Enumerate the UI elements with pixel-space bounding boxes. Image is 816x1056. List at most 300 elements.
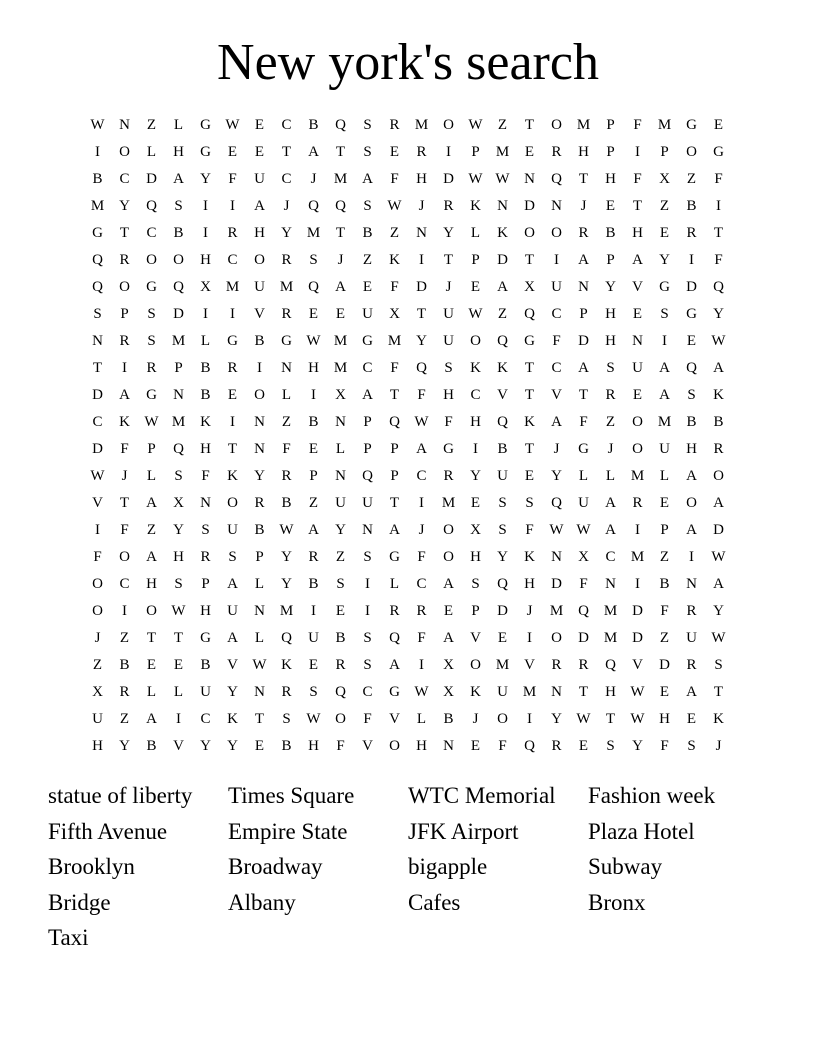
grid-letter: B <box>362 225 373 241</box>
grid-letter: T <box>389 387 400 403</box>
grid-letter: G <box>524 333 535 349</box>
grid-letter: E <box>173 657 184 673</box>
grid-letter: C <box>200 711 211 727</box>
grid-letter: Q <box>335 117 346 133</box>
grid-letter: J <box>580 198 587 214</box>
grid-letter: R <box>443 468 454 484</box>
grid-letter: Y <box>659 252 670 268</box>
grid-letter: O <box>470 333 481 349</box>
grid-letter: A <box>362 171 373 187</box>
grid-letter: R <box>281 252 292 268</box>
grid-letter: N <box>92 333 103 349</box>
grid-letter: M <box>441 495 456 511</box>
grid-letter: B <box>308 414 319 430</box>
grid-letter: G <box>389 684 400 700</box>
grid-letter: E <box>335 603 346 619</box>
grid-letter: T <box>524 441 535 457</box>
grid-letter: Q <box>416 360 427 376</box>
grid-letter: S <box>363 630 372 646</box>
word-list-item: bigapple <box>408 854 488 879</box>
grid-letter: A <box>146 495 157 511</box>
grid-letter: O <box>173 252 184 268</box>
grid-letter: N <box>686 576 697 592</box>
grid-letter: Q <box>308 279 319 295</box>
grid-letter: A <box>659 387 670 403</box>
grid-letter: N <box>335 414 346 430</box>
grid-letter: H <box>416 738 427 754</box>
grid-letter: G <box>389 549 400 565</box>
grid-letter: A <box>713 495 724 511</box>
grid-letter: K <box>713 711 724 727</box>
grid-letter: B <box>497 441 508 457</box>
grid-letter: N <box>254 684 265 700</box>
grid-letter: F <box>120 522 129 538</box>
grid-letter: Z <box>497 306 508 322</box>
grid-letter: B <box>119 657 130 673</box>
grid-letter: X <box>659 171 670 187</box>
word-list-item: Subway <box>588 854 663 879</box>
grid-letter: G <box>200 630 211 646</box>
grid-letter: H <box>443 387 454 403</box>
grid-letter: Z <box>146 117 157 133</box>
grid-letter: Z <box>659 630 670 646</box>
grid-letter: A <box>443 630 454 646</box>
grid-letter: A <box>578 252 589 268</box>
grid-letter: I <box>257 360 262 376</box>
grid-letter: C <box>551 360 562 376</box>
grid-letter: S <box>525 495 534 511</box>
grid-letter: W <box>144 414 159 430</box>
grid-letter: D <box>578 630 589 646</box>
grid-letter: Q <box>362 468 373 484</box>
grid-letter: L <box>659 468 670 484</box>
word-list-item: Plaza Hotel <box>588 818 695 844</box>
grid-letter: C <box>119 576 130 592</box>
grid-letter: Q <box>335 198 346 214</box>
grid-letter: V <box>632 657 643 673</box>
word-list-item: Times Square <box>228 783 355 808</box>
grid-letter: X <box>389 306 400 322</box>
grid-letter: D <box>524 198 535 214</box>
grid-letter: N <box>524 171 535 187</box>
grid-letter: T <box>713 225 724 241</box>
grid-letter: X <box>443 657 454 673</box>
grid-letter: G <box>443 441 454 457</box>
grid-letter: F <box>336 738 345 754</box>
grid-letter: U <box>227 522 238 538</box>
grid-letter: G <box>92 225 103 241</box>
grid-letter: T <box>524 117 535 133</box>
grid-letter: X <box>578 549 589 565</box>
grid-letter: S <box>606 738 615 754</box>
grid-letter: O <box>227 495 238 511</box>
grid-letter: L <box>173 117 184 133</box>
grid-letter: J <box>553 441 560 457</box>
grid-letter: V <box>497 387 508 403</box>
grid-letter: H <box>308 360 319 376</box>
grid-letter: Y <box>632 738 643 754</box>
grid-letter: Y <box>416 333 427 349</box>
grid-letter: O <box>632 414 643 430</box>
grid-letter: G <box>362 333 373 349</box>
grid-letter: R <box>686 657 697 673</box>
grid-letter: O <box>443 549 454 565</box>
grid-letter: Z <box>686 171 697 187</box>
grid-letter: D <box>173 306 184 322</box>
grid-letter: L <box>254 576 265 592</box>
grid-letter: F <box>390 360 399 376</box>
grid-letter: S <box>687 387 696 403</box>
grid-letter: F <box>714 252 723 268</box>
grid-letter: V <box>470 630 481 646</box>
grid-letter: H <box>200 441 211 457</box>
grid-letter: I <box>122 603 127 619</box>
grid-letter: K <box>470 360 481 376</box>
word-list-item: WTC Memorial <box>408 783 556 808</box>
grid-letter: R <box>443 198 454 214</box>
grid-letter: Y <box>713 603 724 619</box>
grid-letter: S <box>363 144 372 160</box>
grid-letter: D <box>497 252 508 268</box>
grid-letter: T <box>524 360 535 376</box>
grid-letter: C <box>146 225 157 241</box>
grid-letter: Q <box>146 198 157 214</box>
grid-letter: T <box>416 306 427 322</box>
grid-letter: I <box>527 630 532 646</box>
grid-letter: N <box>632 333 643 349</box>
grid-letter: E <box>308 657 319 673</box>
grid-letter: I <box>176 711 181 727</box>
grid-letter: Y <box>605 279 616 295</box>
grid-letter: M <box>387 333 402 349</box>
grid-letter: M <box>414 117 429 133</box>
grid-letter: E <box>308 306 319 322</box>
grid-letter: J <box>445 279 452 295</box>
grid-letter: Y <box>335 522 346 538</box>
grid-letter: Z <box>659 549 670 565</box>
grid-letter: E <box>470 279 481 295</box>
grid-letter: C <box>362 684 373 700</box>
grid-letter: B <box>281 495 292 511</box>
grid-letter: M <box>90 198 105 214</box>
grid-letter: T <box>443 252 454 268</box>
word-list-item: Bronx <box>588 889 646 915</box>
grid-letter: F <box>228 171 237 187</box>
grid-letter: X <box>470 522 481 538</box>
grid-letter: A <box>146 549 157 565</box>
grid-letter: F <box>525 522 534 538</box>
grid-letter: P <box>363 441 372 457</box>
grid-letter: Z <box>335 549 346 565</box>
grid-letter: Y <box>173 522 184 538</box>
grid-letter: T <box>389 495 400 511</box>
grid-letter: M <box>630 468 645 484</box>
grid-letter: G <box>659 279 670 295</box>
grid-letter: P <box>309 468 318 484</box>
grid-letter: L <box>254 630 265 646</box>
grid-letter: A <box>254 198 265 214</box>
grid-letter: O <box>551 225 562 241</box>
grid-letter: V <box>173 738 184 754</box>
grid-letter: H <box>470 549 481 565</box>
grid-letter: I <box>554 252 559 268</box>
grid-letter: Y <box>713 306 724 322</box>
grid-letter: I <box>203 225 208 241</box>
grid-letter: A <box>605 522 616 538</box>
grid-letter: L <box>416 711 427 727</box>
grid-letter: F <box>714 171 723 187</box>
grid-letter: B <box>281 738 292 754</box>
grid-letter: Q <box>92 252 103 268</box>
grid-letter: V <box>389 711 400 727</box>
grid-letter: O <box>119 279 130 295</box>
grid-letter: E <box>686 333 697 349</box>
grid-letter: D <box>443 171 454 187</box>
grid-letter: L <box>146 144 157 160</box>
grid-letter: W <box>549 522 564 538</box>
grid-letter: A <box>119 387 130 403</box>
grid-letter: E <box>254 117 265 133</box>
grid-letter: Y <box>227 684 238 700</box>
grid-letter: E <box>632 306 643 322</box>
grid-letter: G <box>200 144 211 160</box>
grid-letter: R <box>686 603 697 619</box>
grid-letter: B <box>200 360 211 376</box>
grid-letter: S <box>606 360 615 376</box>
grid-letter: M <box>657 117 672 133</box>
grid-letter: S <box>363 549 372 565</box>
grid-letter: U <box>632 360 643 376</box>
grid-letter: Y <box>443 225 454 241</box>
grid-letter: X <box>335 387 346 403</box>
grid-letter: R <box>389 117 400 133</box>
grid-letter: I <box>95 144 100 160</box>
grid-letter: D <box>92 441 103 457</box>
grid-letter: F <box>552 333 561 349</box>
grid-letter: N <box>605 576 616 592</box>
grid-letter: M <box>576 117 591 133</box>
grid-letter: N <box>578 279 589 295</box>
grid-letter: Y <box>281 576 292 592</box>
grid-letter: R <box>308 549 319 565</box>
grid-letter: A <box>389 657 400 673</box>
grid-letter: P <box>471 252 480 268</box>
grid-letter: A <box>686 522 697 538</box>
grid-letter: W <box>711 630 726 646</box>
grid-letter: B <box>200 387 211 403</box>
grid-letter: L <box>200 333 211 349</box>
grid-letter: S <box>660 306 669 322</box>
grid-letter: O <box>92 576 103 592</box>
grid-letter: T <box>524 252 535 268</box>
grid-letter: C <box>416 468 427 484</box>
grid-letter: Q <box>173 279 184 295</box>
grid-letter: Y <box>551 468 562 484</box>
grid-letter: H <box>605 684 616 700</box>
grid-letter: W <box>711 549 726 565</box>
grid-letter: Y <box>200 738 211 754</box>
grid-letter: N <box>335 468 346 484</box>
grid-letter: Q <box>497 576 508 592</box>
grid-letter: S <box>363 198 372 214</box>
grid-letter: O <box>551 630 562 646</box>
grid-letter: U <box>686 630 697 646</box>
grid-letter: I <box>230 414 235 430</box>
letter-grid <box>84 112 732 760</box>
grid-letter: G <box>200 117 211 133</box>
grid-letter: D <box>146 171 157 187</box>
grid-letter: H <box>254 225 265 241</box>
word-list-item: Empire State <box>228 818 348 844</box>
grid-letter: W <box>225 117 240 133</box>
grid-letter: Y <box>227 738 238 754</box>
grid-letter: U <box>227 603 238 619</box>
grid-letter: O <box>119 549 130 565</box>
grid-letter: I <box>230 306 235 322</box>
grid-letter: O <box>146 603 157 619</box>
grid-letter: Y <box>281 549 292 565</box>
grid-letter: X <box>200 279 211 295</box>
grid-letter: P <box>471 144 480 160</box>
grid-letter: Z <box>362 252 373 268</box>
grid-letter: S <box>147 306 156 322</box>
grid-letter: V <box>632 279 643 295</box>
grid-letter: L <box>389 576 400 592</box>
grid-letter: M <box>495 657 510 673</box>
grid-letter: C <box>119 171 130 187</box>
grid-letter: S <box>174 198 183 214</box>
grid-letter: I <box>311 387 316 403</box>
grid-letter: B <box>146 738 157 754</box>
grid-letter: J <box>310 171 317 187</box>
grid-letter: P <box>606 117 615 133</box>
grid-letter: X <box>173 495 184 511</box>
grid-letter: W <box>387 198 402 214</box>
grid-letter: A <box>686 684 697 700</box>
grid-letter: I <box>635 576 640 592</box>
grid-letter: D <box>92 387 103 403</box>
grid-letter: F <box>444 414 453 430</box>
grid-letter: H <box>200 252 211 268</box>
grid-letter: J <box>418 522 425 538</box>
grid-letter: M <box>306 225 321 241</box>
grid-letter: A <box>713 576 724 592</box>
grid-letter: U <box>443 306 454 322</box>
grid-letter: Q <box>335 684 346 700</box>
grid-letter: U <box>659 441 670 457</box>
grid-letter: Z <box>605 414 616 430</box>
grid-letter: H <box>470 414 481 430</box>
grid-letter: N <box>173 387 184 403</box>
grid-letter: E <box>524 468 535 484</box>
grid-letter: B <box>173 225 184 241</box>
grid-letter: T <box>227 441 238 457</box>
grid-letter: V <box>362 738 373 754</box>
grid-letter: B <box>254 522 265 538</box>
grid-letter: H <box>686 441 697 457</box>
grid-letter: R <box>119 252 130 268</box>
grid-letter: S <box>174 468 183 484</box>
grid-letter: A <box>605 495 616 511</box>
grid-letter: K <box>497 360 508 376</box>
grid-letter: G <box>713 144 724 160</box>
grid-letter: K <box>389 252 400 268</box>
grid-letter: T <box>632 198 643 214</box>
grid-letter: E <box>524 144 535 160</box>
grid-letter: I <box>473 441 478 457</box>
grid-letter: H <box>524 576 535 592</box>
grid-letter: I <box>635 144 640 160</box>
grid-letter: R <box>551 657 562 673</box>
grid-letter: G <box>686 306 697 322</box>
grid-letter: C <box>92 414 103 430</box>
grid-letter: B <box>686 198 697 214</box>
grid-letter: I <box>716 198 721 214</box>
grid-letter: E <box>389 144 400 160</box>
grid-letter: R <box>578 657 589 673</box>
grid-letter: T <box>713 684 724 700</box>
grid-letter: O <box>686 144 697 160</box>
grid-letter: U <box>362 306 373 322</box>
grid-letter: R <box>281 468 292 484</box>
grid-letter: F <box>417 630 426 646</box>
grid-letter: E <box>578 738 589 754</box>
grid-letter: P <box>660 522 669 538</box>
grid-letter: I <box>203 198 208 214</box>
grid-letter: Q <box>578 603 589 619</box>
grid-letter: W <box>468 117 483 133</box>
grid-letter: P <box>147 441 156 457</box>
grid-letter: P <box>579 306 588 322</box>
grid-letter: R <box>119 333 130 349</box>
grid-letter: A <box>335 279 346 295</box>
grid-letter: J <box>337 252 344 268</box>
grid-letter: H <box>605 333 616 349</box>
grid-letter: Z <box>146 522 157 538</box>
grid-letter: R <box>281 306 292 322</box>
grid-letter: T <box>605 711 616 727</box>
grid-letter: E <box>659 225 670 241</box>
grid-letter: N <box>416 225 427 241</box>
grid-letter: W <box>306 333 321 349</box>
grid-letter: A <box>686 468 697 484</box>
grid-letter: M <box>603 603 618 619</box>
grid-letter: O <box>713 468 724 484</box>
grid-letter: I <box>446 144 451 160</box>
grid-letter: I <box>689 549 694 565</box>
grid-letter: P <box>606 144 615 160</box>
word-list-item: Albany <box>228 889 296 915</box>
grid-letter: B <box>335 630 346 646</box>
word-list-item: JFK Airport <box>408 818 519 844</box>
grid-letter: P <box>255 549 264 565</box>
grid-letter: E <box>470 738 481 754</box>
grid-letter: G <box>146 279 157 295</box>
grid-letter: P <box>471 603 480 619</box>
grid-letter: C <box>551 306 562 322</box>
grid-letter: M <box>171 333 186 349</box>
grid-letter: A <box>713 360 724 376</box>
grid-letter: E <box>227 387 238 403</box>
grid-letter: Z <box>119 630 130 646</box>
grid-letter: N <box>362 522 373 538</box>
grid-letter: D <box>686 279 697 295</box>
grid-letter: N <box>200 495 211 511</box>
grid-letter: B <box>443 711 454 727</box>
grid-letter: R <box>605 387 616 403</box>
grid-letter: B <box>605 225 616 241</box>
grid-letter: P <box>120 306 129 322</box>
